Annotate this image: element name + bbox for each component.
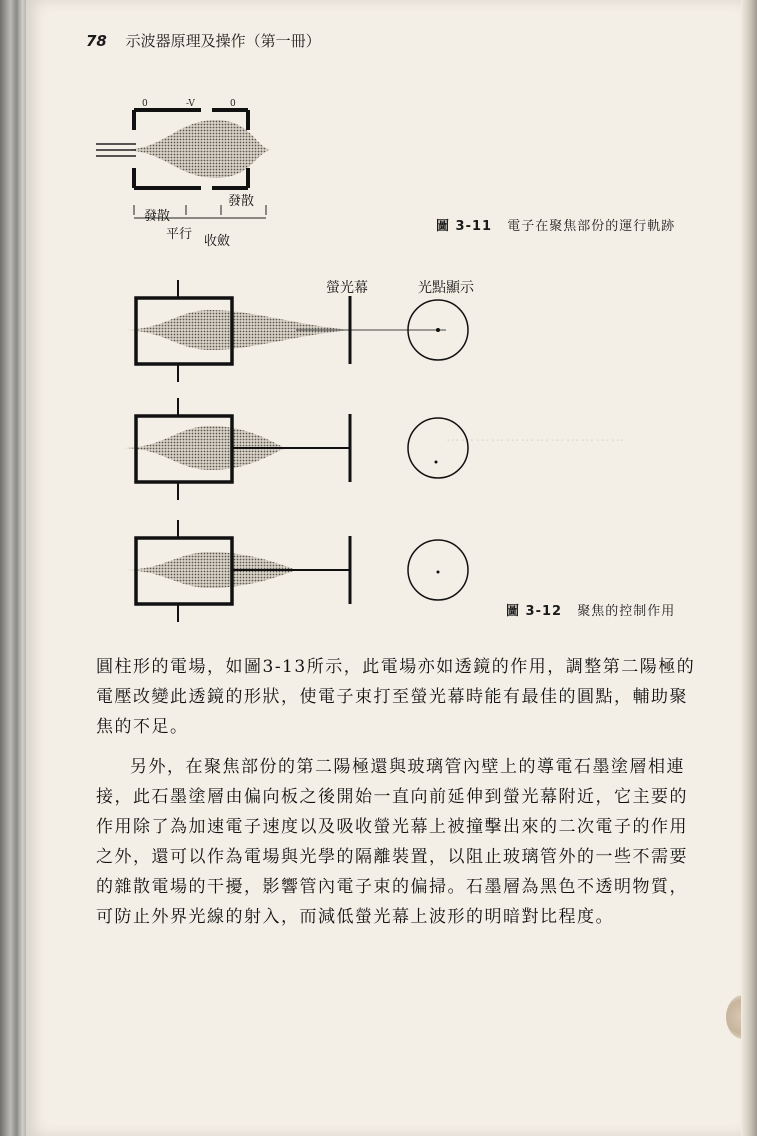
caption-3-12: [506, 600, 675, 619]
paragraph-1: 圓柱形的電場，如圖3-13所示，此電場亦如透鏡的作用，調整第二陽極的電壓改變此透鏡的形狀，使電子束打至螢光幕時能有最佳的圓點，輔助聚焦的不足。: [96, 657, 696, 737]
v-right-label: 0: [230, 99, 236, 109]
caption-3-11-text: 電子在聚焦部份的運行軌跡: [507, 219, 676, 234]
book-title: 示波器原理及操作（第一冊）: [125, 32, 321, 50]
converge-label: 收斂: [204, 234, 231, 249]
paragraph-2: 另外，在聚焦部份的第二陽極還與玻璃管內壁上的導電石墨塗層相連接，此石墨塗層由偏向板之後開始一直向前延伸到螢光幕附近，它主要的作用除了為加速電子速度以及吸收螢光幕上被撞擊出來的二次電子的作用之外，還可以作為電場與光學的隔離裝置，以阻止玻璃管外的一些不需要的雜散電場的干擾，影響管內電子束的偏掃。石墨層為黑色不透明物質，可防止外界光線的射入，而減低螢光幕上波形的明暗對比程度。: [96, 757, 688, 927]
caption-3-12-text: 聚焦的控制作用: [577, 604, 676, 619]
v-mid-label: -V: [186, 99, 195, 109]
parallel-label: 平行: [166, 227, 193, 242]
diverge-right-label: 發散: [228, 194, 255, 209]
book-page: [26, 0, 742, 1136]
diverge-left-label: 發散: [144, 209, 171, 224]
figure-3-12: [26, 0, 742, 1136]
focus-row-3: [121, 520, 468, 622]
screen-label: 螢光幕: [326, 280, 368, 296]
spot-label: 光點顯示: [418, 280, 474, 296]
focus-row-1: [121, 280, 468, 382]
bleed-through-text: ………………………………: [446, 430, 626, 445]
caption-3-11-number: 圖 3-11: [436, 219, 493, 234]
v-left-label: 0: [142, 99, 148, 109]
page-number: 78: [86, 32, 107, 50]
caption-3-12-number: 圖 3-12: [506, 604, 563, 619]
book-page-right-edge: [741, 0, 757, 1136]
focus-row-2: [121, 398, 468, 500]
